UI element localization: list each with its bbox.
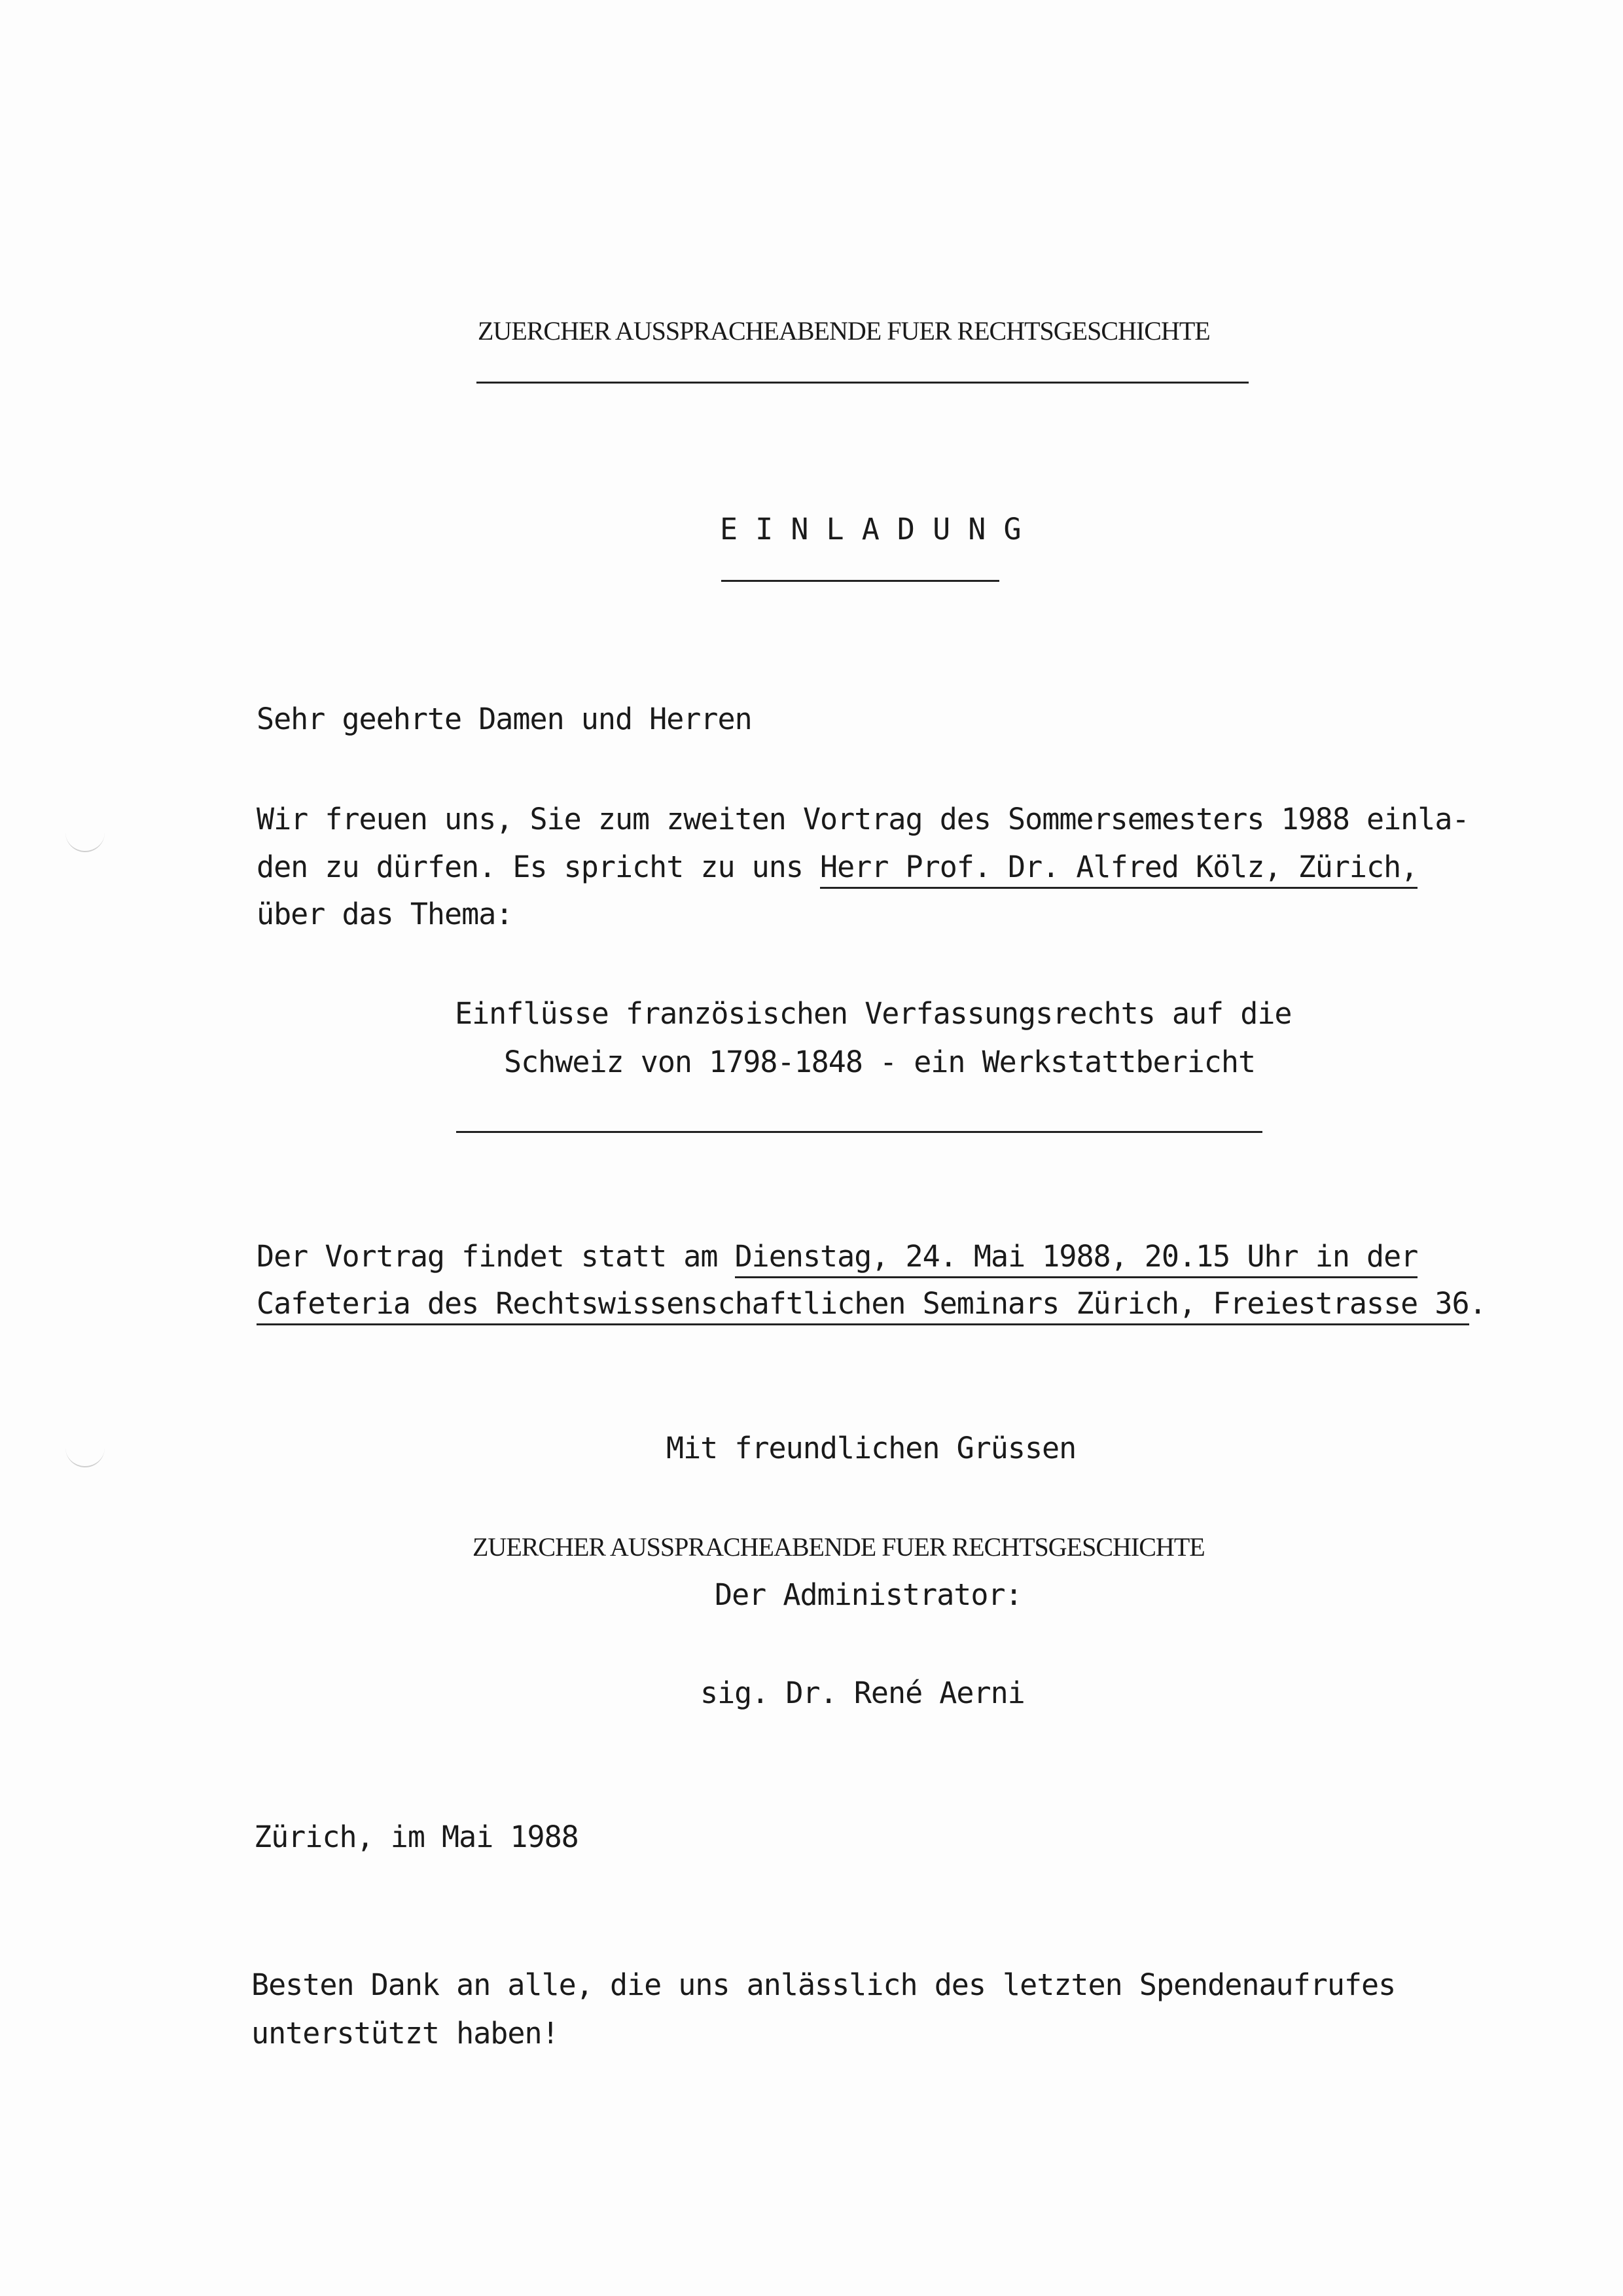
closing-org-name: ZUERCHER AUSSPRACHEABENDE FUER RECHTSGESCHICHTE <box>473 1532 1205 1562</box>
topic-line-1: Einflüsse französischen Verfassungsrechts auf die <box>455 996 1292 1031</box>
signature: sig. Dr. René Aerni <box>700 1676 1025 1710</box>
topic-line-2: Schweiz von 1798-1848 - ein Werkstattbericht <box>504 1045 1256 1079</box>
header-rule <box>476 382 1249 384</box>
event-location: Cafeteria des Rechtswissenschaftlichen Seminars Zürich, Freiestrasse 36 <box>257 1286 1469 1325</box>
event-date-time: Dienstag, 24. Mai 1988, 20.15 Uhr in der <box>735 1239 1418 1278</box>
event-line-1 <box>257 1239 1418 1274</box>
event-line-2 <box>257 1286 1486 1321</box>
punch-hole-mark-bottom <box>65 1446 105 1467</box>
title-rule <box>721 580 999 582</box>
intro-line-1: Wir freuen uns, Sie zum zweiten Vortrag des Sommersemesters 1988 einla- <box>257 802 1469 836</box>
org-header: ZUERCHER AUSSPRACHEABENDE FUER RECHTSGESCHICHTE <box>478 316 1210 346</box>
speaker-name: Herr Prof. Dr. Alfred Kölz, Zürich, <box>820 850 1418 889</box>
event-line-1-text: Der Vortrag findet statt am <box>257 1239 735 1274</box>
intro-line-3: über das Thema: <box>257 897 513 931</box>
punch-hole-mark-top <box>65 831 105 852</box>
topic-rule <box>456 1131 1262 1133</box>
thanks-line-1: Besten Dank an alle, die uns anlässlich des letzten Spendenaufrufes <box>251 1967 1396 2002</box>
intro-line-2 <box>257 850 1418 884</box>
intro-line-2-text: den zu dürfen. Es spricht zu uns <box>257 850 821 884</box>
place-date: Zürich, im Mai 1988 <box>254 1820 579 1854</box>
event-line-2-end: . <box>1469 1286 1486 1321</box>
salutation: Sehr geehrte Damen und Herren <box>257 702 752 736</box>
page-title: E I N L A D U N G <box>720 512 1022 547</box>
thanks-line-2: unterstützt haben! <box>251 2016 559 2051</box>
closing-greeting: Mit freundlichen Grüssen <box>666 1431 1077 1465</box>
closing-role: Der Administrator: <box>715 1577 1022 1612</box>
